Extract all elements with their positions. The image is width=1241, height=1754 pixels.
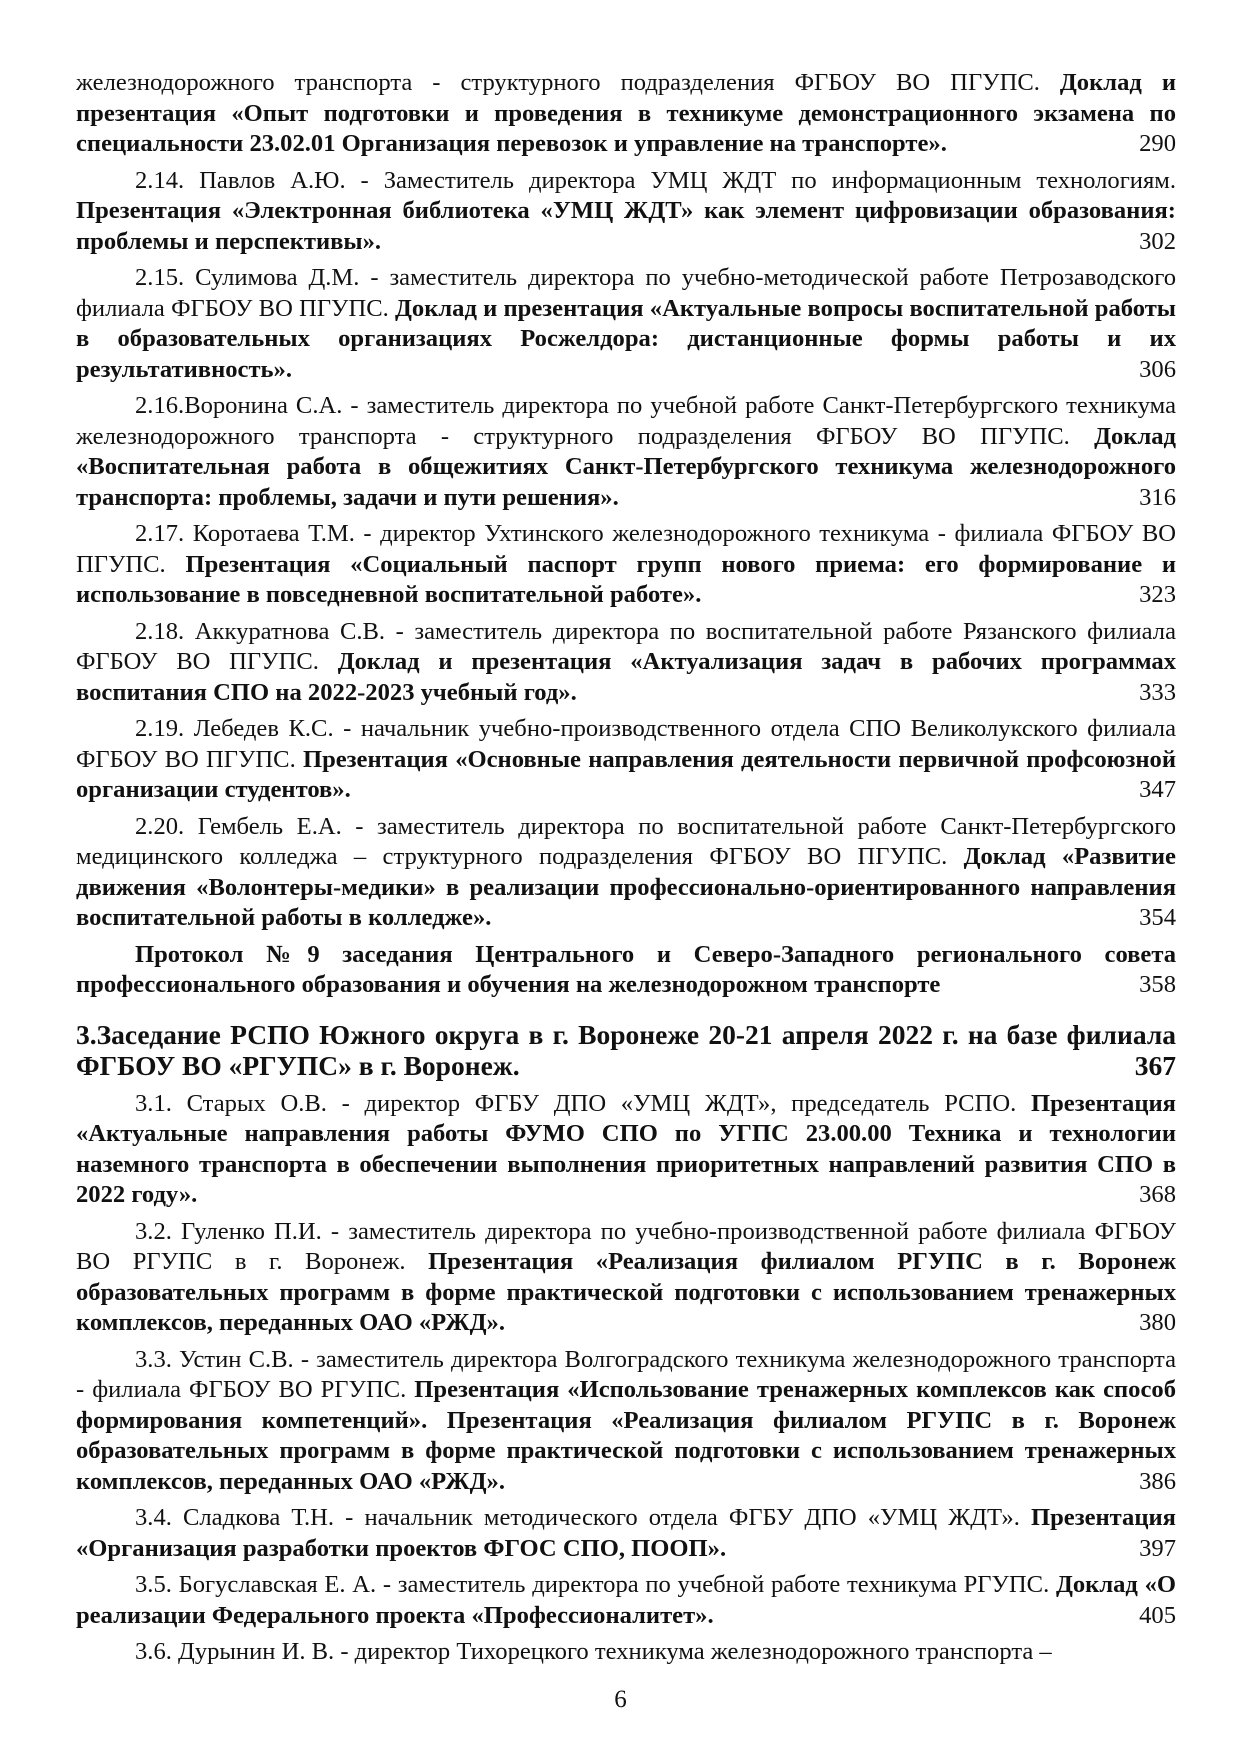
entry-author-text: 2.18. Аккуратнова С.В. - заместитель директора по воспитательной работе Рязанского филиала ФГБОУ ВО ПГУПС. <box>76 617 1176 675</box>
entry-author-text: 2.14. Павлов А.Ю. - Заместитель директора УМЦ ЖДТ по информационным технологиям. <box>135 166 1176 194</box>
entry-page-number: 306 <box>1139 355 1176 383</box>
entry-page-number: 354 <box>1139 904 1176 931</box>
entry-page-number: 302 <box>1139 227 1176 255</box>
table-of-contents-page <box>76 68 1176 1674</box>
entry-title-text: Доклад и презентация «Актуализация задач в рабочих программах воспитания СПО на 2022-2023 учебный год». <box>76 648 1176 706</box>
entry-author-text: 2.19. Лебедев К.С. - начальник учебно-производственного отдела СПО Великолукского филиала ФГБОУ ВО ПГУПС. <box>76 715 1176 773</box>
entry-title-text: Презентация «Организация разработки проектов ФГОС СПО, ПООП». <box>76 1504 1176 1562</box>
entry-title-text: Презентация «Реализация филиалом РГУПС в г. Воронеж образовательных программ в форме практической подготовки с использованием тренажерных комплексов, переданных ОАО «РЖД». <box>76 1248 1177 1336</box>
entry-title-text: Доклад «О реализации Федерального проекта «Профессионалитет». <box>76 1571 1176 1629</box>
section-2-entries <box>76 68 1176 1001</box>
entry-author-text: 2.20. Гембель Е.А. - заместитель директора по воспитательной работе Санкт-Петербургского медицинского колледжа – структурного подразделения ФГБОУ ВО ПГУПС. <box>76 812 1176 870</box>
entry-author-text: 3.1. Старых О.В. - директор ФГБУ ДПО «УМЦ ЖДТ», председатель РСПО. <box>135 1089 1031 1117</box>
entry-page-number: 380 <box>1139 1309 1176 1336</box>
toc-entry <box>76 812 1176 934</box>
entry-page-number: 386 <box>1139 1467 1176 1495</box>
entry-page-number: 316 <box>1139 483 1176 511</box>
entry-author-text: 3.5. Богуславская Е. А. - заместитель директора по учебной работе техникума РГУПС. <box>135 1571 1056 1598</box>
entry-author-text: 3.4. Сладкова Т.Н. - начальник методического отдела ФГБУ ДПО «УМЦ ЖДТ». <box>135 1504 1031 1531</box>
section-3-entries <box>76 1089 1176 1668</box>
entry-page-number: 323 <box>1139 581 1176 608</box>
toc-entry <box>76 1089 1176 1211</box>
toc-entry <box>76 1503 1176 1564</box>
entry-title-text: Презентация «Основные направления деятельности первичной профсоюзной организации студентов». <box>76 745 1176 803</box>
entry-page-number: 405 <box>1139 1601 1176 1629</box>
entry-title-text: Презентация «Использование тренажерных комплексов как способ формирования компетенций». Презентация «Реализация филиалом РГУПС в г. Воронеж образовательных программ в форме практической подготовки с использованием тренажерных комплексов, переданных ОАО «РЖД». <box>76 1376 1176 1495</box>
toc-entry <box>76 1217 1176 1339</box>
toc-entry <box>76 68 1176 160</box>
entry-author-text: 2.15. Сулимова Д.М. - заместитель директора по учебно-методической работе Петрозаводского филиала ФГБОУ ВО ПГУПС. <box>76 264 1176 322</box>
section-3-page-number: 367 <box>1134 1049 1176 1081</box>
entry-title-text: Доклад и презентация «Опыт подготовки и проведения в техникуме демонстрационного экзамена по специальности 23.02.01 Организация перевозок и управление на транспорте». <box>76 69 1176 157</box>
entry-author-text: 3.3. Устин С.В. - заместитель директора Волгоградского техникума железнодорожного транспорта - филиала ФГБОУ ВО РГУПС. <box>76 1345 1176 1403</box>
toc-entry <box>76 940 1176 1001</box>
entry-author-text: 2.16.Воронина С.А. - заместитель директора по учебной работе Санкт-Петербургского техникума железнодорожного транспорта - структурного подразделения ФГБОУ ВО ПГУПС. <box>76 392 1176 450</box>
entry-title-text: Протокол №9 заседания Центрального и Северо-Западного регионального совета профессионального образования и обучения на железнодорожном транспорте <box>76 940 1176 998</box>
entry-page-number: 397 <box>1139 1534 1176 1562</box>
toc-entry <box>76 1345 1176 1498</box>
toc-entry <box>76 617 1176 709</box>
entry-page-number: 358 <box>1139 971 1176 998</box>
entry-author-text: железнодорожного транспорта - структурного подразделения ФГБОУ ВО ПГУПС. <box>76 69 1060 96</box>
entry-author-text: 2.17. Коротаева Т.М. - директор Ухтинского железнодорожного техникума - филиала ФГБОУ ВО ПГУПС. <box>76 520 1176 578</box>
entry-title-text: Презентация «Электронная библиотека «УМЦ ЖДТ» как элемент цифровизации образования: проблемы и перспективы». <box>76 197 1176 255</box>
entry-author-text: 3.2. Гуленко П.И. - заместитель директора по учебно-производственной работе филиала ФГБОУ ВО РГУПС в г. Воронеж. <box>76 1217 1176 1275</box>
toc-entry <box>76 391 1176 513</box>
entry-page-number: 333 <box>1139 678 1176 706</box>
entry-title-text: Презентация «Актуальные направления работы ФУМО СПО по УГПС 23.00.00 Техника и технологии наземного транспорта в обеспечении выполнения приоритетных направлений развития СПО в 2022 году». <box>76 1089 1176 1208</box>
toc-entry <box>76 714 1176 806</box>
toc-entry <box>76 1637 1176 1668</box>
entry-title-text: Презентация «Социальный паспорт групп нового приема: его формирование и использование в повседневной воспитательной работе». <box>76 550 1177 608</box>
section-3-title: 3.Заседание РСПО Южного округа в г. Воронеже 20-21 апреля 2022 г. на базе филиала ФГБОУ ВО «РГУПС» в г. Воронеж. <box>76 1018 1176 1081</box>
page-footer-number: 6 <box>614 1686 627 1713</box>
entry-title-text: Доклад «Развитие движения «Волонтеры-медики» в реализации профессионально-ориентированного направления воспитательной работы в колледже». <box>76 843 1176 931</box>
toc-entry <box>76 263 1176 385</box>
entry-page-number: 347 <box>1139 776 1176 803</box>
section-3-heading <box>76 1019 1176 1081</box>
toc-entry <box>76 1570 1176 1631</box>
entry-page-number: 368 <box>1139 1181 1176 1208</box>
entry-author-text: 3.6. Дурынин И. В. - директор Тихорецкого техникума железнодорожного транспорта – <box>135 1638 1052 1665</box>
entry-title-text: Доклад «Воспитательная работа в общежитиях Санкт-Петербургского техникума железнодорожного транспорта: проблемы, задачи и пути решения». <box>76 422 1176 511</box>
toc-entry <box>76 166 1176 258</box>
entry-title-text: Доклад и презентация «Актуальные вопросы воспитательной работы в образовательных организациях Росжелдора: дистанционные формы работы и их результативность». <box>76 294 1177 383</box>
toc-entry <box>76 519 1176 611</box>
entry-page-number: 290 <box>1139 130 1176 157</box>
